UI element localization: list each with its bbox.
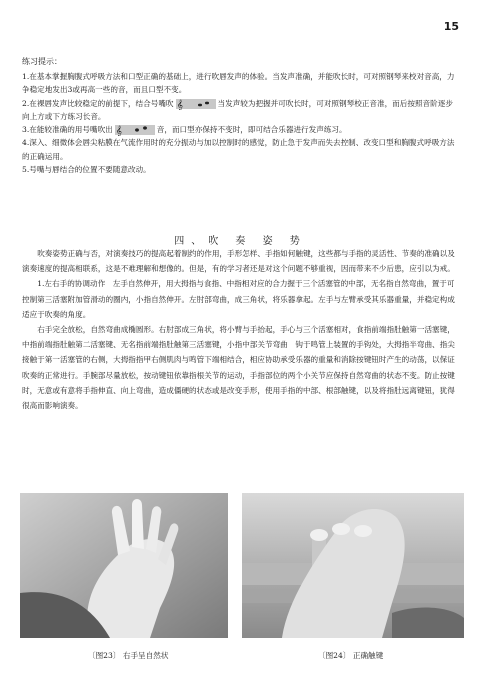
page-number: 15 — [443, 20, 459, 33]
practice-label: 练习提示： — [22, 57, 62, 66]
practice-item-2 — [22, 97, 460, 124]
practice-item-4: 4.深入、细微体会唇尖粘膜在气流作用时的充分振动与加以控制时的感觉，防止急于发声而失去控制、改变口型和胸腹式呼吸方法的正确运用。 — [22, 138, 455, 161]
practice-item-3-end: 音，而口型亦保持不变时，即可结合乐器进行发声练习。 — [156, 125, 347, 135]
practice-item-2-start: 2.在裸唇发声比较稳定的前提下，结合号嘴吹 — [22, 98, 174, 108]
practice-item-1: 1.在基本掌握胸腹式呼吸方法和口型正确的基础上，进行吹唇发声的体验。当发声准确，并能吹长时，可对照钢琴来校对音高，力争稳定地发出3或再高一些的音，而且口型不变。 — [22, 72, 455, 95]
practice-tips — [22, 70, 460, 176]
svg-text:𝄞: 𝄞 — [176, 99, 183, 110]
practice-item-3 — [22, 123, 460, 136]
svg-text:𝄞: 𝄞 — [115, 126, 122, 137]
practice-item-5: 5.号嘴与唇结合的位置不要随意改动。 — [22, 165, 151, 175]
figure-24-caption: 〔图24〕 正确触键 — [318, 651, 384, 660]
figure-23-photo — [20, 493, 228, 638]
practice-item-3-start: 3.在能较准确的用号嘴吹出 — [22, 125, 113, 135]
body-paragraph-1: 1.左右手的协调动作 左手自然伸开，用大拇指与食指、中指相对应的合力握于三个活塞管的中部，无名指自然弯曲，置于可控制第三活塞附加管滑动的圈内，小指自然伸开。左肘部弯曲，成三角状，将乐器拿起。左手与左臂承受其乐器重量，并稳定构成适应于吹奏的角度。 — [22, 279, 455, 319]
music-notation-icon — [115, 124, 155, 136]
body-paragraph-2: 右手完全放松，自然弯曲成椭圆形。右肘部成三角状，将小臂与手抬起，手心与三个活塞相对，食指前端指肚触第一活塞键，中指前端指肚触第二活塞键、无名指前端指肚触第三活塞键，小指中部关节弯曲 钩于鸣管上装置的手钩处，大拇指半弯曲、指尖接触于第一活塞管的右侧，大拇指指甲右侧肌肉与鸣管下端相结合，相应协助承受乐器的重量和消除按键钮时产生的动荡，以保证吹奏的正常进行。手腕部尽量放松，按动键钮依靠指根关节的运动，手指部位的两个小关节应保持自然弯曲的状态不变。防止按键时，无意或有意将手指伸直、向上弯曲，造成僵硬的状态或是改变手形，使用手指的中部、根部触键，以及将指肚远离键钮，犹得很高而影响演奏。 — [22, 325, 455, 411]
section-title: 四、吹 奏 姿 势 — [174, 236, 307, 247]
body-intro: 吹奏姿势正确与否，对演奏技巧的提高起着制约的作用，手形怎样、手指如何触键，这些都与手指的灵活性、节奏的准确以及演奏速度的提高相联系，这是不难理解和想像的。但是，有的学习者还是对这个问题不够重视，因而带来不少后患，应引以为戒。 — [22, 249, 455, 274]
figure-24-photo — [242, 493, 464, 638]
practice-item-2-end: 当发声较为把握并可吹长时，可对照钢琴校正音准，而后按照音阶逐步向上方或下方练习长音。 — [22, 98, 453, 121]
body-text — [22, 246, 460, 413]
figure-23-caption: 〔图23〕 右手呈自然状 — [88, 651, 169, 660]
music-notation-icon — [176, 98, 216, 110]
